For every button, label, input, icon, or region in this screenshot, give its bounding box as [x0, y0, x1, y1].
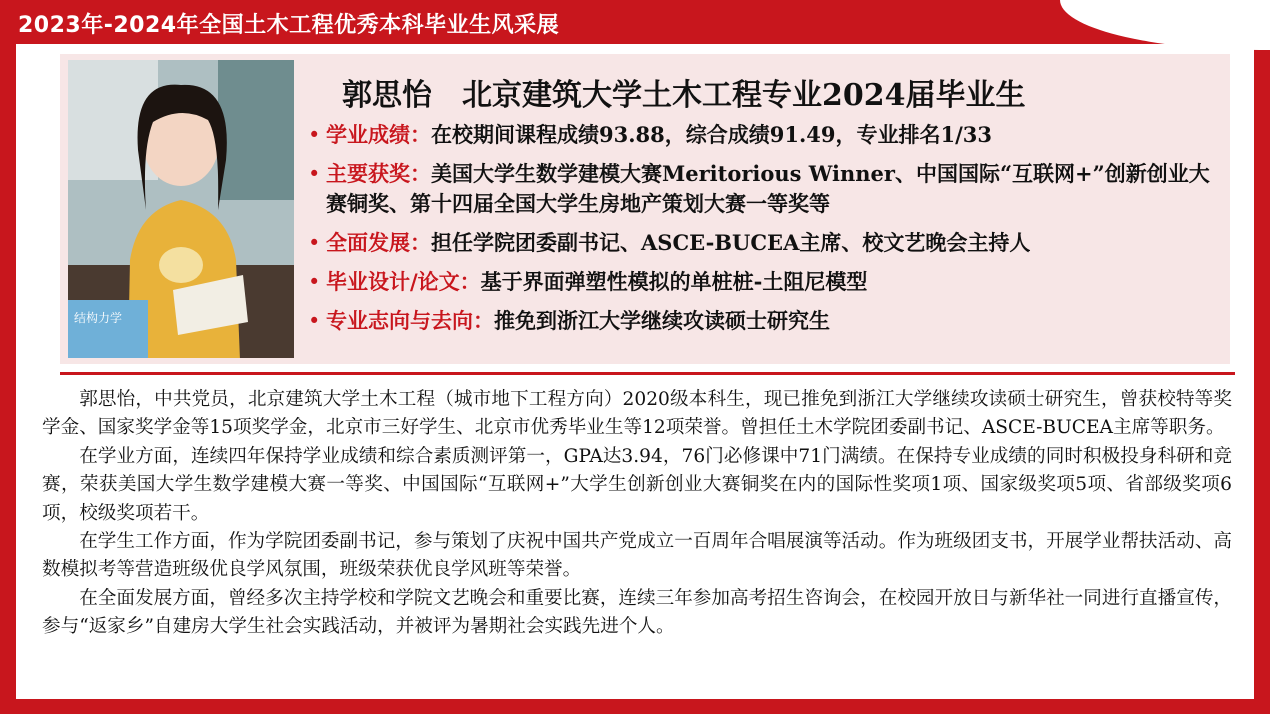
biography-paragraph: 在学生工作方面，作为学院团委副书记，参与策划了庆祝中国共产党成立一百周年合唱展演等活动。作为班级团支书，开展学业帮扶活动、高数模拟考等营造班级优良学风氛围，班级荣获优良学风班等荣誉。: [42, 531, 1233, 581]
achievement-label: 学业成绩：: [326, 122, 431, 147]
achievement-label: 专业志向与去向：: [326, 308, 494, 333]
biography-paragraph: 在学业方面，连续四年保持学业成绩和综合素质测评第一，GPA达3.94，76门必修课中71门满绩。在保持专业成绩的同时积极投身科研和竞赛，荣获美国大学生数学建模大赛一等奖、中国国际“互联网+”大学生创新创业大赛铜奖在内的国际性奖项1项、国家级奖项5项、省部级奖项6项，校级奖项若干。: [42, 445, 1232, 524]
photo-book-text: 结构力学: [74, 311, 123, 325]
bullet-dot-icon: •: [308, 309, 321, 333]
achievement-value: 担任学院团委副书记、ASCE-BUCEA主席、校文艺晚会主持人: [431, 230, 1031, 255]
achievement-value: 基于界面弹塑性模拟的单桩桩-土阻尼模型: [480, 269, 868, 294]
student-photo-illustration: [68, 60, 294, 358]
achievement-career: [308, 306, 1218, 336]
profile-card: [60, 54, 1230, 364]
bullet-dot-icon: •: [308, 123, 321, 147]
student-photo: [68, 60, 294, 358]
bullet-dot-icon: •: [308, 270, 321, 294]
bullet-dot-icon: •: [308, 162, 321, 186]
section-divider: [60, 372, 1235, 375]
page-title: 2023年-2024年全国土木工程优秀本科毕业生风采展: [18, 13, 560, 38]
achievement-value: 美国大学生数学建模大赛Meritorious Winner、中国国际“互联网+”创新创业大赛铜奖、第十四届全国大学生房地产策划大赛一等奖等: [326, 161, 1210, 216]
biography-paragraph: 在全面发展方面，曾经多次主持学校和学院文艺晚会和重要比赛，连续三年参加高考招生咨询会，在校园开放日与新华社一同进行直播宣传，参与“返家乡”自建房大学生社会实践活动，并被评为暑期社会实践先进个人。: [42, 587, 1233, 638]
bullet-dot-icon: •: [308, 231, 321, 255]
content-panel: [16, 44, 1254, 699]
header-corner-decoration: [1060, 0, 1270, 50]
biography-text: [42, 386, 1232, 642]
achievement-label: 毕业设计/论文：: [326, 269, 481, 294]
achievement-value: 推免到浙江大学继续攻读硕士研究生: [494, 308, 830, 333]
achievement-awards: [308, 159, 1218, 219]
achievement-value: 在校期间课程成绩93.88，综合成绩91.49，专业排名1/33: [431, 122, 993, 147]
achievement-thesis: [308, 267, 1218, 297]
student-name-line: 郭思怡 北京建筑大学土木工程专业2024届毕业生: [342, 78, 1026, 113]
achievement-list: [308, 120, 1218, 345]
achievement-academic: [308, 120, 1218, 150]
achievement-label: 全面发展：: [326, 230, 431, 255]
achievement-development: [308, 228, 1218, 258]
biography-paragraph: 郭思怡，中共党员，北京建筑大学土木工程（城市地下工程方向）2020级本科生，现已推免到浙江大学继续攻读硕士研究生，曾获校特等奖学金、国家奖学金等15项奖学金，北京市三好学生、北京市优秀毕业生等12项荣誉。曾担任土木学院团委副书记、ASCE-BUCEA主席等职务。: [42, 389, 1232, 439]
achievement-label: 主要获奖：: [326, 161, 431, 186]
